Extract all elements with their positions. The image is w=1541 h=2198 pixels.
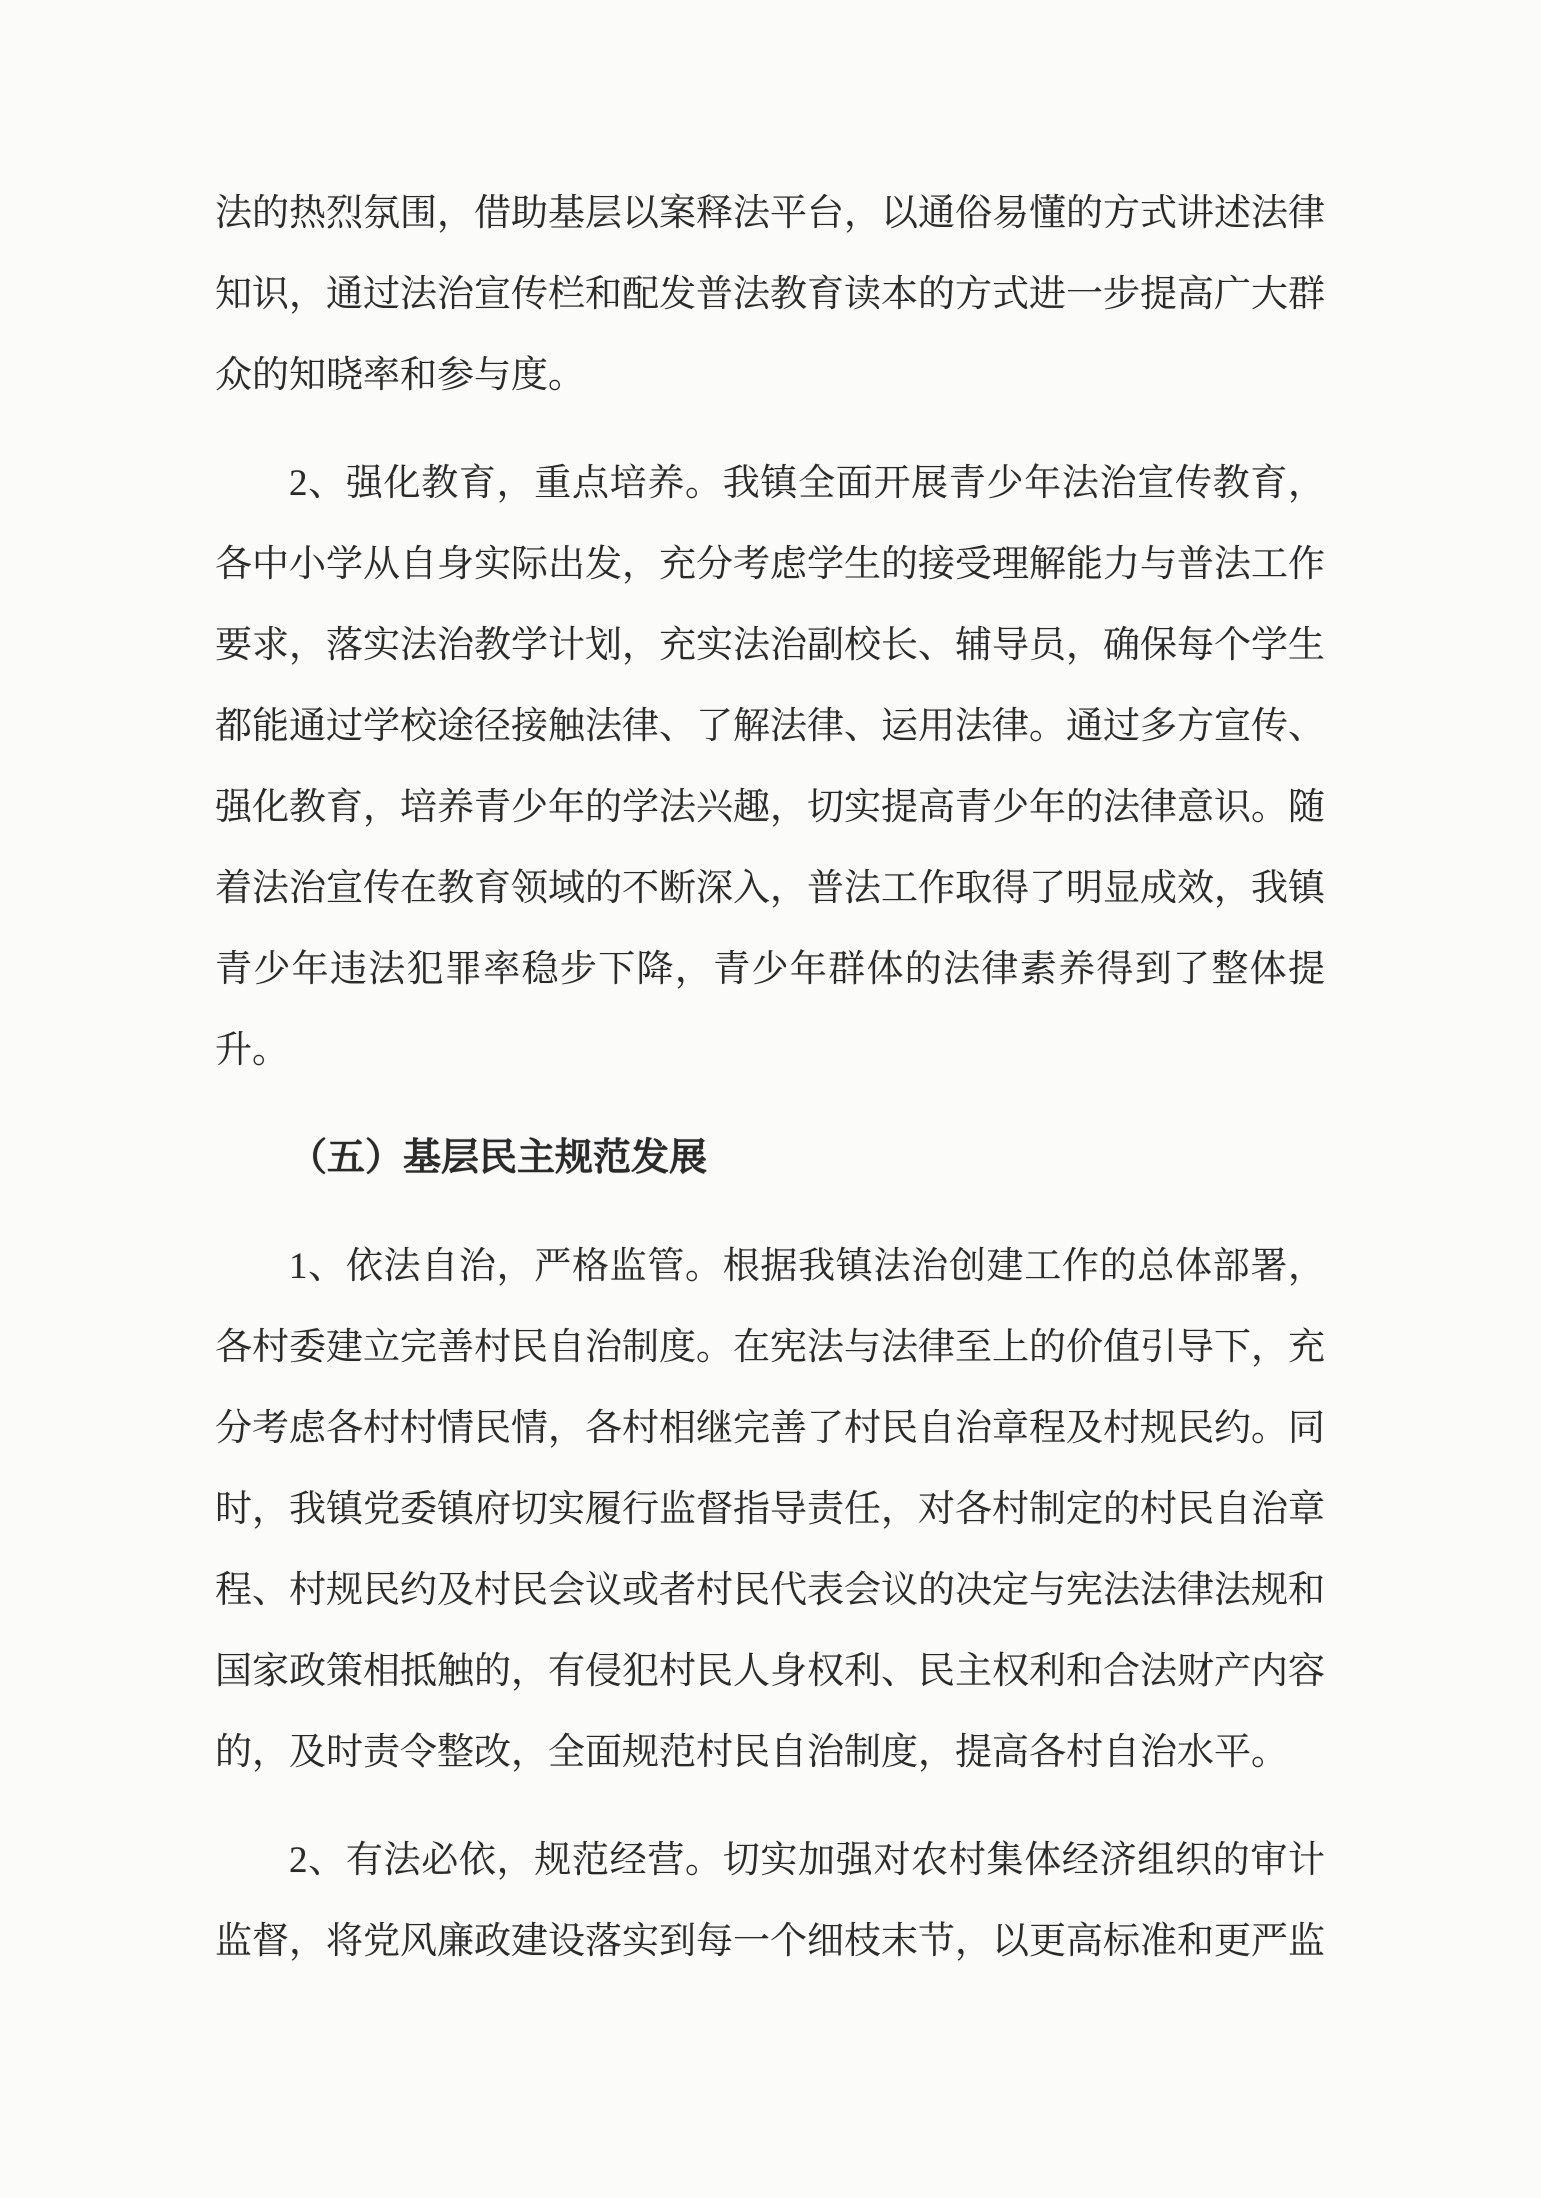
section-heading-text: （五）基层民主规范发展 xyxy=(289,1137,708,1179)
section-heading xyxy=(215,1118,1325,1199)
text-line: 要求，落实法治教学计划，充实法治副校长、辅导员，确保每个学生 xyxy=(215,625,1325,666)
text-line: 知识，通过法治宣传栏和配发普法教育读本的方式进一步提高广大群 xyxy=(215,274,1325,315)
text-line: 法的热烈氛围，借助基层以案释法平台，以通俗易懂的方式讲述法律 xyxy=(215,193,1325,234)
text-line: 升。 xyxy=(215,1030,289,1071)
text-line: 时，我镇党委镇府切实履行监督指导责任，对各村制定的村民自治章 xyxy=(215,1489,1325,1530)
text-line: 都能通过学校途径接触法律、了解法律、运用法律。通过多方宣传、 xyxy=(215,706,1325,747)
paragraph xyxy=(215,443,1325,1091)
text-line: 着法治宣传在教育领域的不断深入，普法工作取得了明显成效，我镇 xyxy=(215,868,1325,909)
text-line: 程、村规民约及村民会议或者村民代表会议的决定与宪法法律法规和 xyxy=(215,1570,1325,1611)
text-line: 分考虑各村村情民情，各村相继完善了村民自治章程及村规民约。同 xyxy=(215,1408,1325,1449)
paragraph xyxy=(215,173,1325,416)
paragraph xyxy=(215,1820,1325,1982)
document-content xyxy=(215,173,1325,1982)
text-line: 强化教育，培养青少年的学法兴趣，切实提高青少年的法律意识。随 xyxy=(215,787,1325,828)
text-line: 2、强化教育，重点培养。我镇全面开展青少年法治宣传教育， xyxy=(289,463,1325,504)
text-line: 的，及时责令整改，全面规范村民自治制度，提高各村自治水平。 xyxy=(215,1732,1288,1773)
text-line: 各中小学从自身实际出发，充分考虑学生的接受理解能力与普法工作 xyxy=(215,544,1325,585)
text-line: 监督，将党风廉政建设落实到每一个细枝末节，以更高标准和更严监 xyxy=(215,1921,1325,1962)
text-line: 2、有法必依，规范经营。切实加强对农村集体经济组织的审计 xyxy=(289,1840,1325,1881)
text-line: 青少年违法犯罪率稳步下降，青少年群体的法律素养得到了整体提 xyxy=(215,949,1325,990)
text-line: 各村委建立完善村民自治制度。在宪法与法律至上的价值引导下，充 xyxy=(215,1327,1325,1368)
text-line: 国家政策相抵触的，有侵犯村民人身权利、民主权利和合法财产内容 xyxy=(215,1651,1325,1692)
text-line: 1、依法自治，严格监管。根据我镇法治创建工作的总体部署， xyxy=(289,1246,1325,1287)
text-line: 众的知晓率和参与度。 xyxy=(215,355,585,396)
paragraph xyxy=(215,1226,1325,1793)
